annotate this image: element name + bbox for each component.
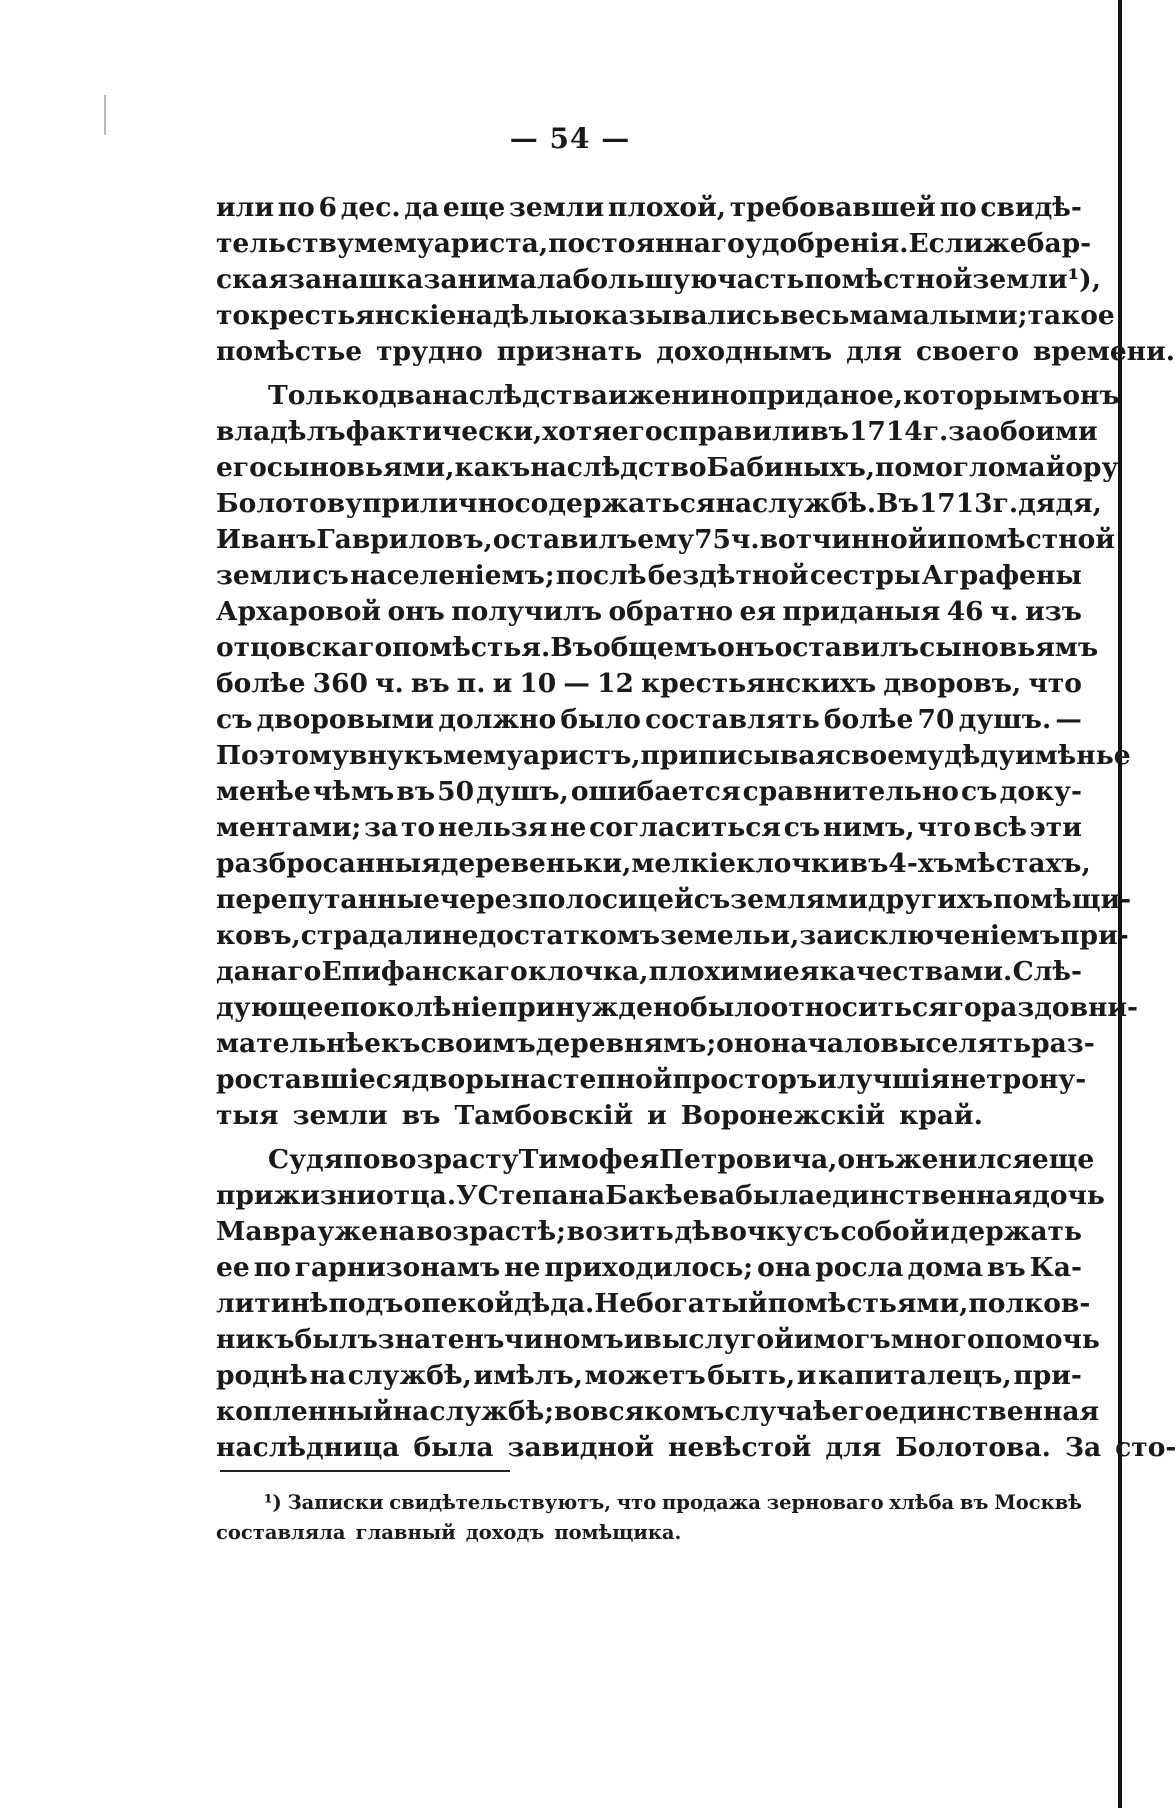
text-line: тыя земли въ Тамбовскій и Воронежскій край.	[216, 1100, 983, 1131]
text-line: ее по гарнизонамъ не приходилось; она росла дома въ Ка-	[216, 1252, 1082, 1283]
text-line: владѣлъ фактически, хотя его справили въ 1714 г. за обоими	[216, 416, 1098, 447]
text-line: копленный на службѣ; во всякомъ случаѣ его единственная	[216, 1396, 1100, 1427]
text-line: ковъ, страдали недостаткомъ земель и, за исключеніемъ при-	[216, 920, 1129, 951]
text-line: Мавра уже на возрастѣ; возить дѣвочку съ собой и держать	[216, 1216, 1082, 1247]
footnote-line: составляла главный доходъ помѣщика.	[216, 1521, 682, 1544]
text-line: то крестьянскіе надѣлы оказывались весьма малыми; такое	[216, 300, 1115, 331]
text-line: Иванъ Гавриловъ, оставилъ ему 75 ч. вотчинной и помѣстной	[216, 524, 1115, 555]
page-number: — 54 —	[509, 122, 631, 155]
text-line: роставшіеся дворы на степной просторъ и лучшія нетрону-	[216, 1064, 1087, 1095]
text-line: земли съ населеніемъ; послѣ бездѣтной сестры Аграфены	[216, 560, 1082, 591]
text-line: ментами; за то нельзя не согласиться съ нимъ, что всѣ эти	[216, 812, 1082, 843]
text-line: Поэтому внукъ мемуаристъ, приписывая своему дѣду имѣнье	[216, 740, 1131, 771]
paragraph	[216, 1142, 1176, 1466]
text-line: отцовскаго помѣстья. Въ общемъ онъ оставилъ сыновьямъ	[216, 632, 1099, 663]
text-line: разбросанныя деревеньки, мелкіе клочки въ 4-хъ мѣстахъ,	[216, 848, 1091, 879]
text-line: Только два наслѣдства и женино приданое, которымъ онъ	[268, 380, 1120, 411]
text-line: Болотову прилично содержаться на службѣ. Въ 1713 г. дядя,	[216, 488, 1102, 519]
text-line: тельству мемуариста, постояннаго удобренія. Если же бар-	[216, 228, 1092, 259]
paragraph	[216, 190, 1175, 370]
text-line: Архаровой онъ получилъ обратно ея приданыя 46 ч. изъ	[216, 596, 1082, 627]
text-line: никъ былъ знатенъ чиномъ и выслугой и могъ много помочь	[216, 1324, 1100, 1355]
text-line: или по 6 дес. да еще земли плохой, требовавшей по свидѣ-	[216, 192, 1082, 223]
text-line: литинѣ подъ опекой дѣда. Небогатый помѣстьями, полков-	[216, 1288, 1091, 1319]
paragraph-gap	[216, 370, 1082, 378]
text-line: данаго Епифанскаго клочка, плохими ея качествами. Слѣ-	[216, 956, 1082, 987]
text-line: менѣе чѣмъ въ 50 душъ, ошибается сравнительно съ доку-	[216, 776, 1082, 807]
text-line: болѣе 360 ч. въ п. и 10 — 12 крестьянскихъ дворовъ, что	[216, 668, 1082, 699]
footnote-line: ¹) Записки свидѣтельствуютъ, что продажа зерноваго хлѣба въ Москвѣ	[264, 1491, 1082, 1514]
text-line: помѣстье трудно признать доходнымъ для своего времени.	[216, 336, 1175, 367]
text-line: дующее поколѣніе принуждено было относиться гораздо вни-	[216, 992, 1139, 1023]
text-line: при жизни отца. У Степана Бакѣева была единственная дочь	[216, 1180, 1105, 1211]
text-line: роднѣ на службѣ, имѣлъ, можетъ быть, и капиталецъ, при-	[216, 1360, 1082, 1391]
text-line: наслѣдница была завидной невѣстой для Болотова. За сто-	[216, 1432, 1176, 1463]
text-line: Судя по возрасту Тимофея Петровича, онъ женился еще	[268, 1144, 1095, 1175]
text-line: мательнѣе къ своимъ деревнямъ; оно начало выселять раз-	[216, 1028, 1095, 1059]
footnote-separator	[220, 1470, 510, 1472]
text-line: перепутанные черезполосицей съ землями другихъ помѣщи-	[216, 884, 1132, 915]
footnote	[216, 1488, 1082, 1548]
body-text	[216, 190, 1176, 1466]
paragraph-gap	[216, 1134, 1082, 1142]
text-line: его сыновьями, какъ наслѣдство Бабиныхъ, помогло майору	[216, 452, 1119, 483]
text-line: съ дворовыми должно было составлять болѣе 70 душъ. —	[216, 704, 1082, 735]
paragraph	[216, 378, 1139, 1134]
text-line: ская занашка занимала большую часть помѣстной земли ¹),	[216, 264, 1101, 295]
